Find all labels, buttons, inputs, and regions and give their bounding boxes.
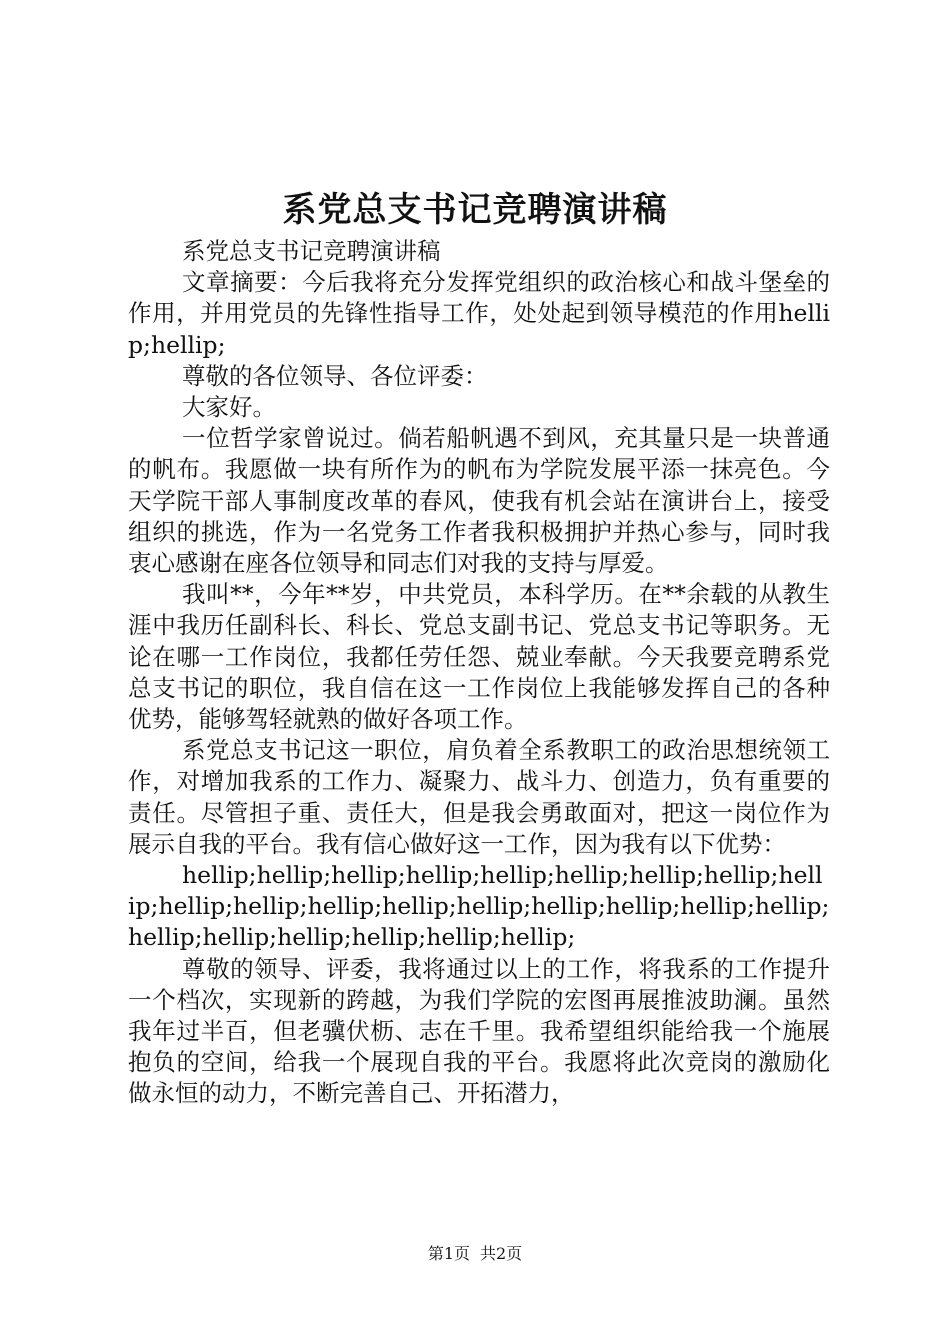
paragraph-self-introduction: 我叫**，今年**岁，中共党员，本科学历。在**余载的从教生涯中我历任副科长、科长、党总支副书记、党总支书记等职务。无论在哪一工作岗位，我都任劳任怨、兢业奉献。今天我要竞聘系党总支书记的职位，我自信在这一工作岗位上我能够发挥自己的各种优势，能够驾轻就熟的做好各项工作。 xyxy=(128,580,830,734)
document-title: 系党总支书记竞聘演讲稿 xyxy=(282,190,668,230)
paragraph-position-duty: 系党总支书记这一职位，肩负着全系教职工的政治思想统领工作，对增加我系的工作力、凝聚力、战斗力、创造力，负有重要的责任。尽管担子重、责任大，但是我会勇敢面对，把这一岗位作为展示自我的平台。我有信心做好这一工作，因为我有以下优势： xyxy=(128,736,830,858)
paragraph-ellipsis: hellip;hellip;hellip;hellip;hellip;hellip;hellip;hellip;hellip;hellip;hellip;hellip;hellip;hellip;hellip;hellip;hellip;hellip;hellip;hellip;hellip;hellip;hellip;hellip; xyxy=(128,861,830,952)
paragraph-opening: 一位哲学家曾说过。倘若船帆遇不到风，充其量只是一块普通的帆布。我愿做一块有所作为的帆布为学院发展平添一抹亮色。今天学院干部人事制度改革的春风，使我有机会站在演讲台上，接受组织的挑选，作为一名党务工作者我积极拥护并热心参与，同时我衷心感谢在座各位领导和同志们对我的支持与厚爱。 xyxy=(128,424,830,578)
page-footer xyxy=(0,1243,950,1265)
page-total: 共2页 xyxy=(480,1244,523,1263)
paragraph-greeting: 大家好。 xyxy=(182,393,277,422)
page-number: 第1页 xyxy=(427,1244,470,1263)
document-body xyxy=(128,236,830,1110)
paragraph-closing: 尊敬的领导、评委，我将通过以上的工作，将我系的工作提升一个档次，实现新的跨越，为我们学院的宏图再展推波助澜。虽然我年过半百，但老骥伏枥、志在千里。我希望组织能给我一个施展抱负的空间，给我一个展现自我的平台。我愿将此次竞岗的激励化做永恒的动力，不断完善自己、开拓潜力， xyxy=(128,954,830,1108)
paragraph-abstract: 文章摘要：今后我将充分发挥党组织的政治核心和战斗堡垒的作用，并用党员的先锋性指导工作，处处起到领导模范的作用hellip;hellip; xyxy=(128,268,830,359)
paragraph-salutation: 尊敬的各位领导、各位评委： xyxy=(182,361,488,390)
paragraph-heading-repeat: 系党总支书记竞聘演讲稿 xyxy=(182,237,441,265)
